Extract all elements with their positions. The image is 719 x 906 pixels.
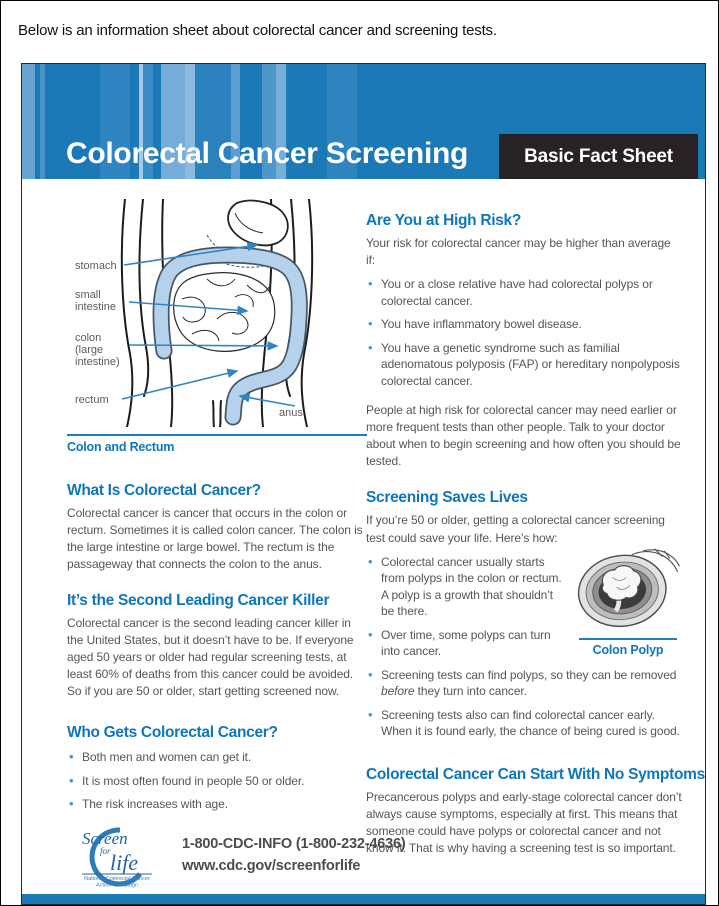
section-outro: People at high risk for colorectal cancer may need earlier or more frequent tests than other people. Talk to your doctor about when to begin screening and how often you should be tested. (366, 403, 681, 469)
left-column (67, 199, 367, 820)
bullet-item: • You or a close relative have had colorectal polyps or colorectal cancer. (366, 276, 682, 309)
colon-anatomy-illustration (67, 199, 367, 427)
bullet-item: • Colorectal cancer usually starts from polyps in the colon or rectum. A polyp is a growth that shouldn’t be there. (366, 554, 682, 620)
right-column (366, 212, 705, 857)
section-who-gets (67, 724, 367, 813)
section-heading: Are You at High Risk? (366, 212, 522, 229)
small-intestine-shape (174, 273, 275, 352)
bullet-item: • You have inflammatory bowel disease. (366, 316, 682, 333)
section-body: Colorectal cancer is cancer that occurs in the colon or rectum. Sometimes it is called colon cancer. The colon is the large intestine or large bowel. The rectum is the passageway that connects the colon to the anus. (67, 506, 363, 572)
fact-sheet-badge (499, 134, 698, 179)
colon-anatomy-figure (67, 199, 367, 454)
bullet-text: they turn into cancer. (414, 684, 527, 699)
contact-block (182, 834, 405, 878)
fact-sheet-document (21, 63, 706, 905)
label-colon-3: intestine) (75, 356, 120, 368)
document-header-band (22, 64, 705, 179)
section-heading: What Is Colorectal Cancer? (67, 482, 261, 499)
logo-word-for: for (100, 846, 111, 856)
section-heading: Who Gets Colorectal Cancer? (67, 724, 278, 742)
bullet-list (67, 749, 367, 813)
section-what-is (67, 482, 367, 573)
instruction-text: Below is an information sheet about colorectal cancer and screening tests. (18, 22, 497, 39)
section-body: Colorectal cancer is the second leading cancer killer in the United States, but it doesn’t have to be. If everyone aged 50 years or older had regular screening tests, at least 60% of deaths from this cancer could be avoided. So if you are 50 or older, start getting screened now. (67, 616, 354, 699)
bullet-item: • Screening tests also can find colorectal cancer early. When it is found early, the chance of being cured is good. (366, 707, 682, 740)
bullet-text: Screening tests can find polyps, so they can be removed (381, 667, 677, 682)
stomach-shape (228, 201, 288, 246)
section-heading: Colorectal Cancer Can Start With No Symptoms (366, 766, 705, 783)
section-no-symptoms (366, 766, 705, 857)
section-high-risk (366, 212, 682, 470)
label-rectum: rectum (75, 394, 109, 406)
logo-subtext-2: Action Campaign (96, 882, 138, 888)
polyp-caption: Colon Polyp (579, 638, 677, 657)
bottom-accent-bar (22, 894, 705, 904)
label-stomach: stomach (75, 260, 117, 272)
logo-subtext-1: National Colorectal Cancer (84, 876, 150, 882)
section-screening-saves-lives (366, 489, 682, 747)
label-small-intestine-1: small (75, 289, 101, 301)
document-title: Colorectal Cancer Screening (66, 137, 469, 170)
bullet-list (366, 276, 682, 389)
logo-word-life: life (110, 850, 139, 875)
screen-for-life-logo (60, 824, 164, 888)
section-heading: Screening Saves Lives (366, 489, 528, 507)
section-second-leading (67, 592, 367, 700)
label-anus: anus (279, 407, 303, 419)
label-colon-1: colon (75, 332, 102, 344)
section-intro: If you’re 50 or older, getting a colorectal cancer screening test could save your life. Here’s how: (366, 513, 665, 545)
phone-number: 1-800-CDC-INFO (1-800-232-4636) (182, 836, 406, 853)
bullet-item: • It is most often found in people 50 or older. (67, 773, 367, 790)
diagram-caption: Colon and Rectum (67, 434, 367, 454)
section-intro: Your risk for colorectal cancer may be higher than average if: (366, 236, 671, 268)
section-heading: It’s the Second Leading Cancer Killer (67, 592, 330, 610)
document-footer (60, 824, 405, 888)
bullet-list (366, 554, 682, 740)
bullet-item: • The risk increases with age. (67, 796, 367, 813)
label-colon-2: (large (75, 344, 104, 356)
fact-sheet-badge-label: Basic Fact Sheet (524, 145, 673, 167)
logo-word-screen: Screen (82, 829, 128, 848)
bullet-item (366, 667, 682, 700)
section-body: Precancerous polyps and early-stage colorectal cancer don’t always cause symptoms, especially at first. This means that someone could have polyps or colorectal cancer and not know it. That is why having a screening test is so important. (366, 790, 682, 856)
bullet-item: • Over time, some polyps can turn into cancer. (366, 627, 682, 660)
website-url: www.cdc.gov/screenforlife (182, 858, 361, 874)
bullet-item: • Both men and women can get it. (67, 749, 367, 766)
label-small-intestine-2: intestine (75, 301, 116, 313)
bullet-text-emphasis: before (381, 684, 415, 699)
bullet-item: • You have a genetic syndrome such as familial adenomatous polyposis (FAP) or hereditary nonpolyposis colorectal cancer. (366, 340, 682, 390)
